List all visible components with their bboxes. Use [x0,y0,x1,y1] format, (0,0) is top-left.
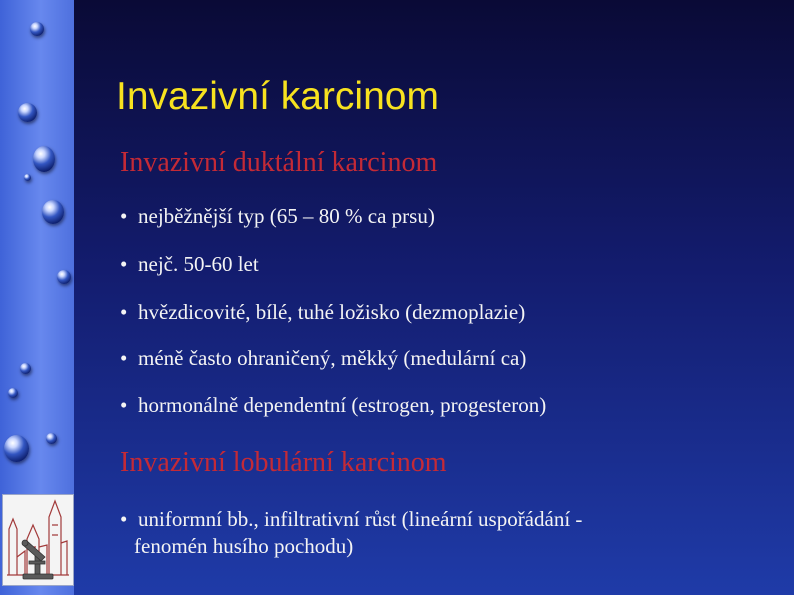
bullet-item [120,392,546,419]
section-heading-lobular: Invazivní lobulární karcinom [120,447,447,478]
bullet-marker: • [120,507,128,531]
bullet-text: nejběžnější typ (65 – 80 % ca prsu) [138,204,435,228]
bubble-decoration [57,270,71,284]
bubble-decoration [30,22,44,36]
bullet-marker: • [120,204,128,228]
bullet-text: hvězdicovité, bílé, tuhé ložisko (dezmoplazie) [138,300,526,324]
bullet-text-continuation: fenomén husího pochodu) [134,534,354,558]
bubble-decoration [24,174,31,181]
bullet-item [120,251,259,278]
bullet-marker: • [120,393,128,417]
bubble-decoration [42,200,64,224]
logo [2,494,74,586]
bubble-decoration [8,388,18,398]
bullet-text: méně často ohraničený, měkký (medulární ca) [138,346,527,370]
section-heading-ductal: Invazivní duktální karcinom [120,147,438,178]
bubble-decoration [18,103,37,122]
bullet-item [120,203,435,230]
bullet-marker: • [120,252,128,276]
slide-title: Invazivní karcinom [116,75,439,118]
bullet-item [120,506,582,560]
bullet-item [120,345,526,372]
bullet-text: uniformní bb., infiltrativní růst (lineární uspořádání - [138,507,583,531]
bubble-decoration [4,435,29,462]
bullet-text: hormonálně dependentní (estrogen, progesteron) [138,393,547,417]
bullet-marker: • [120,346,128,370]
bubble-decoration [46,433,57,444]
bubble-decoration [20,363,31,374]
bullet-text: nejč. 50-60 let [138,252,259,276]
castle-microscope-logo [3,495,73,585]
bubble-decoration [33,146,55,172]
bullet-marker: • [120,300,128,324]
bullet-item [120,299,525,326]
